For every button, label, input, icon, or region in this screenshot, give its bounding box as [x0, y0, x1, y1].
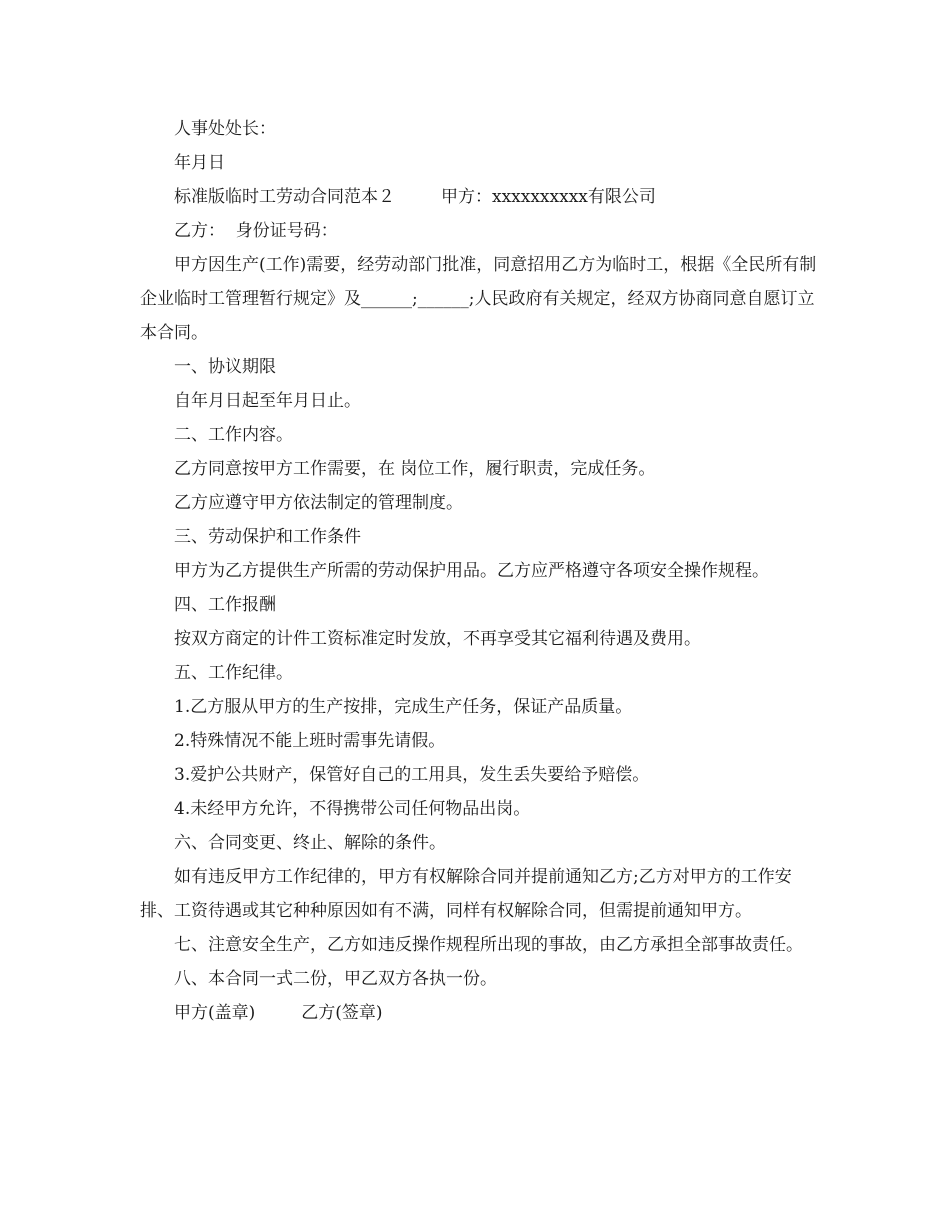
- section-5-item-3: [140, 758, 820, 792]
- section-heading: 六、合同变更、终止、解除的条件。: [174, 833, 446, 853]
- contract-body: [140, 112, 820, 1030]
- section-heading: 五、工作纪律。: [174, 663, 293, 683]
- list-item: 3.爱护公共财产，保管好自己的工用具，发生丢失要给予赔偿。: [174, 765, 650, 785]
- section-heading: 一、协议期限: [174, 357, 276, 377]
- party-a-signature: 甲方(盖章): [174, 1003, 256, 1023]
- section-heading: 四、工作报酬: [174, 595, 276, 615]
- section-6-title: [140, 826, 820, 860]
- section-5-item-4: [140, 792, 820, 826]
- signature-line: [140, 996, 820, 1030]
- list-item: 2.特殊情况不能上班时需事先请假。: [174, 731, 446, 751]
- section-text: 甲方为乙方提供生产所需的劳动保护用品。乙方应严格遵守各项安全操作规程。: [174, 561, 769, 581]
- date-line: [140, 146, 820, 180]
- list-item: 4.未经甲方允许，不得携带公司任何物品出岗。: [174, 799, 531, 819]
- section-3-body: [140, 554, 820, 588]
- section-5-item-1: [140, 690, 820, 724]
- section-text: 乙方同意按甲方工作需要，在 岗位工作，履行职责，完成任务。: [174, 459, 656, 479]
- preamble-paragraph: [140, 248, 820, 350]
- section-text: 自年月日起至年月日止。: [174, 391, 361, 411]
- title-line: [140, 180, 820, 214]
- section-4-title: [140, 588, 820, 622]
- section-text: 乙方应遵守甲方依法制定的管理制度。: [174, 493, 463, 513]
- party-b-line: [140, 214, 820, 248]
- section-2-title: [140, 418, 820, 452]
- section-text: 按双方商定的计件工资标准定时发放，不再享受其它福利待遇及费用。: [174, 629, 701, 649]
- contract-title: 标准版临时工劳动合同范本２: [174, 187, 395, 207]
- section-3-title: [140, 520, 820, 554]
- section-5-item-2: [140, 724, 820, 758]
- section-1-title: [140, 350, 820, 384]
- party-b-text: 乙方： 身份证号码：: [174, 221, 338, 241]
- date-text: 年月日: [174, 153, 225, 173]
- section-4-body: [140, 622, 820, 656]
- party-b-signature: 乙方(签章): [301, 1003, 383, 1023]
- recipient-text: 人事处处长：: [174, 119, 276, 139]
- section-2-body-2: [140, 486, 820, 520]
- section-1-body: [140, 384, 820, 418]
- section-text: 七、注意安全生产，乙方如违反操作规程所出现的事故，由乙方承担全部事故责任。: [174, 935, 803, 955]
- section-7: [140, 928, 820, 962]
- section-2-body-1: [140, 452, 820, 486]
- preamble-text: 甲方因生产(工作)需要，经劳动部门批准，同意招用乙方为临时工，根据《全民所有制企业临时工管理暂行规定》及______;______;人民政府有关规定，经双方协商同意自愿订立本合同。: [140, 255, 817, 343]
- section-heading: 三、劳动保护和工作条件: [174, 527, 361, 547]
- section-5-title: [140, 656, 820, 690]
- section-text: 如有违反甲方工作纪律的，甲方有权解除合同并提前通知乙方;乙方对甲方的工作安排、工资待遇或其它种种原因如有不满，同样有权解除合同，但需提前通知甲方。: [140, 867, 792, 921]
- section-heading: 二、工作内容。: [174, 425, 293, 445]
- section-8: [140, 962, 820, 996]
- section-6-body: [140, 860, 820, 928]
- party-a-text: 甲方：xxxxxxxxxx有限公司: [441, 187, 656, 207]
- recipient-line: [140, 112, 820, 146]
- list-item: 1.乙方服从甲方的生产按排，完成生产任务，保证产品质量。: [174, 697, 633, 717]
- section-text: 八、本合同一式二份，甲乙双方各执一份。: [174, 969, 497, 989]
